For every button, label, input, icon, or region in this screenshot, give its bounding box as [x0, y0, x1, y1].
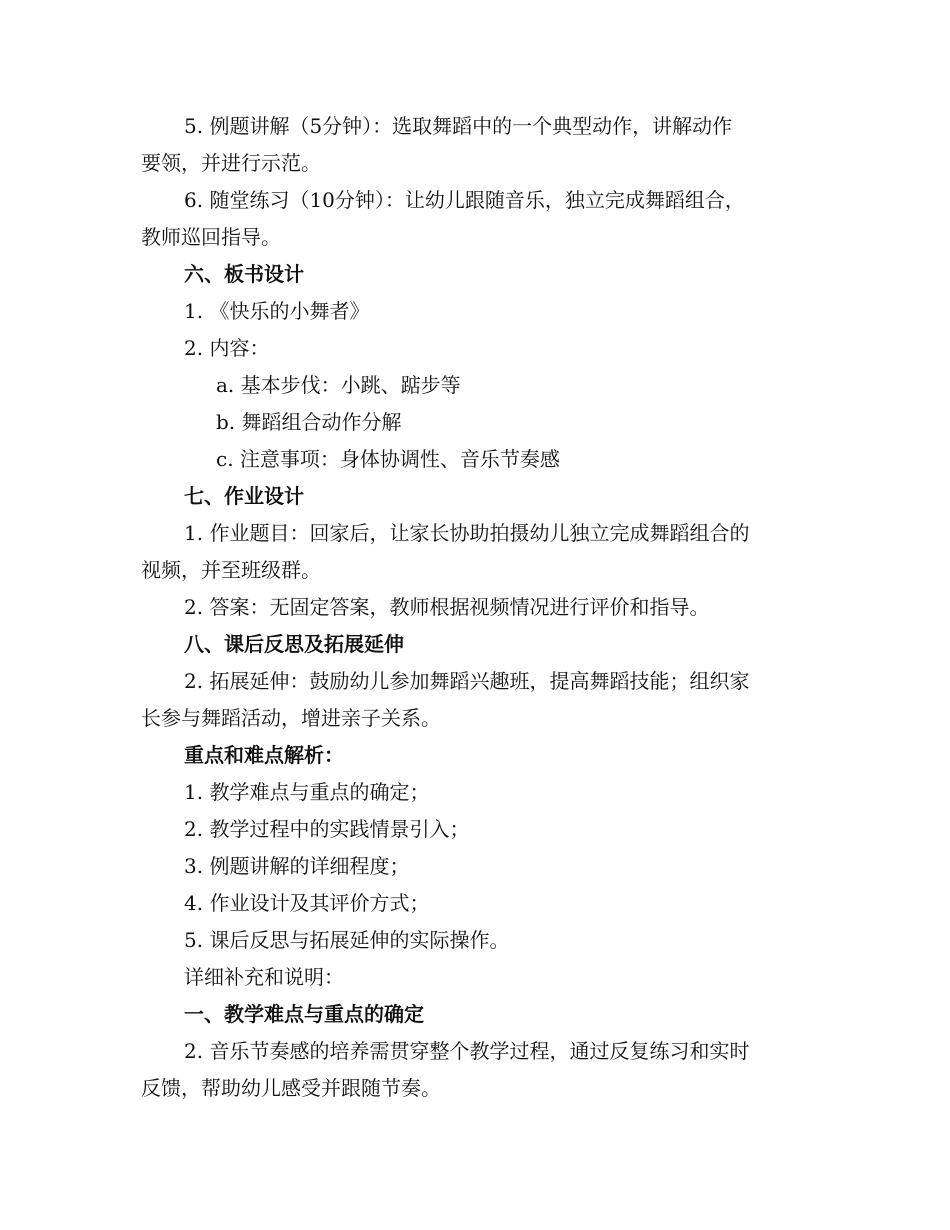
paragraph-continuation: 视频，并至班级群。	[141, 558, 321, 582]
paragraph: 详细补充和说明：	[184, 965, 344, 989]
section-heading: 一、教学难点与重点的确定	[184, 1002, 424, 1026]
sub-list-item: b. 舞蹈组合动作分解	[216, 410, 402, 434]
section-heading: 六、板书设计	[184, 262, 304, 286]
document-body	[141, 108, 809, 1107]
list-item: 1. 教学难点与重点的确定；	[184, 780, 430, 804]
paragraph-continuation: 反馈，帮助幼儿感受并跟随节奏。	[141, 1076, 441, 1100]
paragraph-continuation: 长参与舞蹈活动，增进亲子关系。	[141, 706, 441, 730]
list-item: 5. 课后反思与拓展延伸的实际操作。	[184, 928, 510, 952]
list-item: 4. 作业设计及其评价方式；	[184, 891, 430, 915]
paragraph-continuation: 教师巡回指导。	[141, 225, 281, 249]
list-item: 2. 教学过程中的实践情景引入；	[184, 817, 470, 841]
section-heading: 八、课后反思及拓展延伸	[184, 632, 404, 656]
sub-list-item: a. 基本步伐：小跳、踮步等	[216, 373, 461, 397]
list-item: 1. 作业题目：回家后，让家长协助拍摄幼儿独立完成舞蹈组合的	[184, 521, 750, 545]
list-item: 2. 内容：	[184, 336, 270, 360]
list-item: 6. 随堂练习（10分钟）：让幼儿跟随音乐，独立完成舞蹈组合，	[184, 188, 745, 212]
section-heading: 七、作业设计	[184, 484, 304, 508]
paragraph-continuation: 要领，并进行示范。	[141, 151, 321, 175]
list-item: 2. 答案：无固定答案，教师根据视频情况进行评价和指导。	[184, 595, 710, 619]
list-item: 3. 例题讲解的详细程度；	[184, 854, 410, 878]
list-item: 1. 《快乐的小舞者》	[184, 299, 370, 323]
sub-list-item: c. 注意事项：身体协调性、音乐节奏感	[216, 447, 560, 471]
list-item: 5. 例题讲解（5分钟）：选取舞蹈中的一个典型动作，讲解动作	[184, 114, 733, 138]
list-item: 2. 音乐节奏感的培养需贯穿整个教学过程，通过反复练习和实时	[184, 1039, 750, 1063]
section-heading: 重点和难点解析：	[184, 743, 344, 767]
list-item: 2. 拓展延伸：鼓励幼儿参加舞蹈兴趣班，提高舞蹈技能；组织家	[184, 669, 750, 693]
